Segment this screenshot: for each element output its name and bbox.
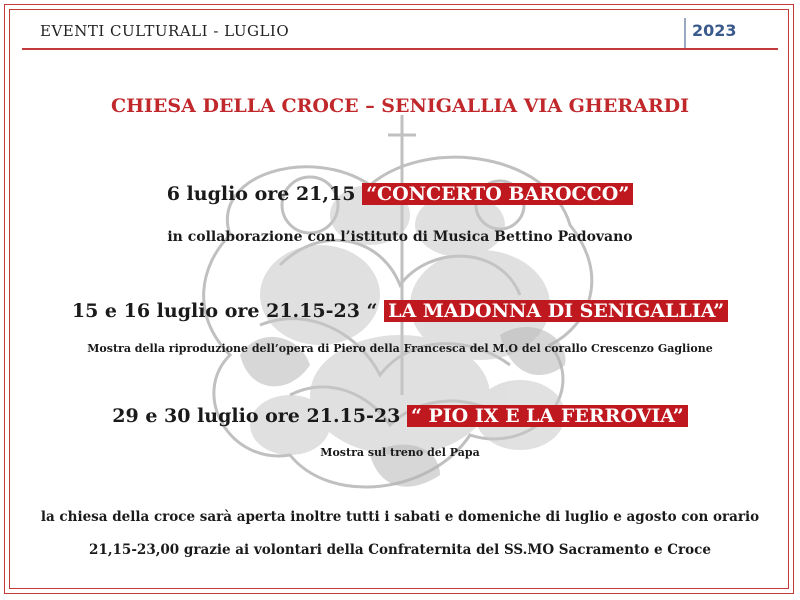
event-3-line bbox=[0, 405, 800, 427]
footer-line-1: la chiesa della croce sarà aperta inoltre tutti i sabati e domeniche di luglio e agosto con orario bbox=[40, 509, 760, 525]
event-1-line bbox=[0, 183, 800, 205]
header-year: 2023 bbox=[692, 21, 737, 40]
event-2-title: LA MADONNA DI SENIGALLIA” bbox=[384, 300, 728, 322]
footer-line-2: 21,15-23,00 grazie ai volontari della Confraternita del SS.MO Sacramento e Croce bbox=[89, 542, 711, 558]
event-2-date: 15 e 16 luglio ore 21.15-23 “ bbox=[71, 300, 385, 322]
venue-heading: CHIESA DELLA CROCE – SENIGALLIA VIA GHERARDI bbox=[110, 95, 690, 117]
event-2-line bbox=[0, 300, 800, 322]
event-1-title: “CONCERTO BAROCCO” bbox=[362, 183, 633, 205]
event-1-date: 6 luglio ore 21,15 bbox=[166, 183, 363, 205]
event-3-title: “ PIO IX E LA FERROVIA” bbox=[407, 405, 688, 427]
event-3-date: 29 e 30 luglio ore 21.15-23 bbox=[112, 405, 407, 427]
header-title: EVENTI CULTURALI - LUGLIO bbox=[40, 22, 290, 40]
event-1-subtitle: in collaborazione con l’istituto di Musica Bettino Padovano bbox=[167, 229, 633, 245]
event-2-subtitle: Mostra della riproduzione dell’opera di Piero della Francesca del M.O del corallo Crescenzo Gaglione bbox=[87, 342, 713, 355]
event-3-subtitle: Mostra sul treno del Papa bbox=[320, 446, 480, 459]
